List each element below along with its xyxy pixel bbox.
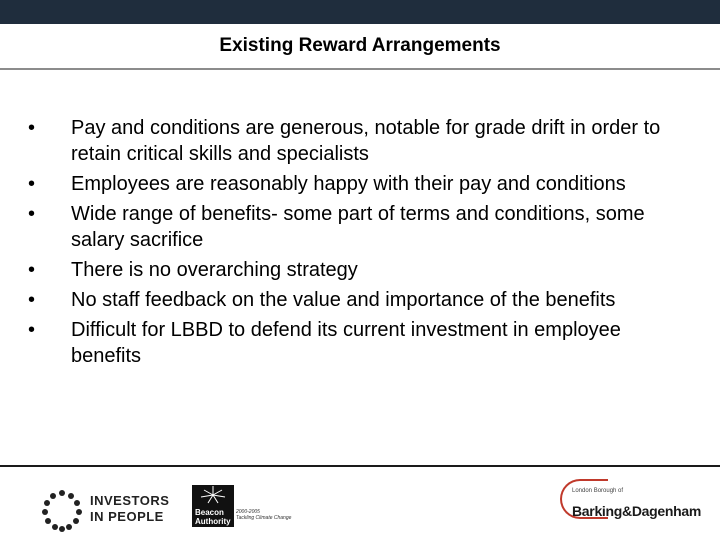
bullet-text: Employees are reasonably happy with their pay and conditions — [71, 173, 626, 195]
beacon-caption: 2000-2005 Tackling Climate Change — [236, 509, 292, 521]
bullet-list — [26, 115, 686, 373]
bullet-text: Wide range of benefits- some part of terms and conditions, some salary sacrifice — [71, 203, 645, 251]
investors-in-people-wordmark: INVESTORS IN PEOPLE — [90, 493, 170, 524]
bullet-text: Difficult for LBBD to defend its current investment in employee benefits — [71, 319, 621, 367]
footer — [0, 467, 720, 540]
bullet-icon: • — [28, 319, 36, 341]
bullet-text: No staff feedback on the value and importance of the benefits — [71, 289, 616, 311]
barking-dagenham-logo: London Borough of Barking&Dagenham — [560, 479, 700, 524]
investors-in-people-logo — [40, 489, 200, 534]
slide-title: Existing Reward Arrangements — [219, 35, 501, 56]
bullet-icon: • — [28, 117, 36, 139]
beacon-star-icon — [192, 485, 234, 505]
laurel-icon — [40, 489, 84, 533]
beacon-authority-logo — [192, 485, 312, 535]
bullet-item — [26, 257, 686, 283]
bullet-icon: • — [28, 173, 36, 195]
bullet-icon: • — [28, 259, 36, 281]
bullet-text: Pay and conditions are generous, notable for grade drift in order to retain critical skills and specialists — [71, 117, 661, 165]
bullet-text: There is no overarching strategy — [71, 259, 358, 281]
bullet-item — [26, 317, 686, 369]
title-band — [0, 24, 720, 70]
beacon-badge: Beacon Authority — [192, 485, 234, 527]
bullet-item — [26, 201, 686, 253]
top-bar — [0, 0, 720, 24]
lbbd-wordmark: Barking&Dagenham — [572, 503, 702, 519]
bullet-icon: • — [28, 203, 36, 225]
bullet-item — [26, 115, 686, 167]
bullet-icon: • — [28, 289, 36, 311]
bullet-item — [26, 287, 686, 313]
bullet-item — [26, 171, 686, 197]
